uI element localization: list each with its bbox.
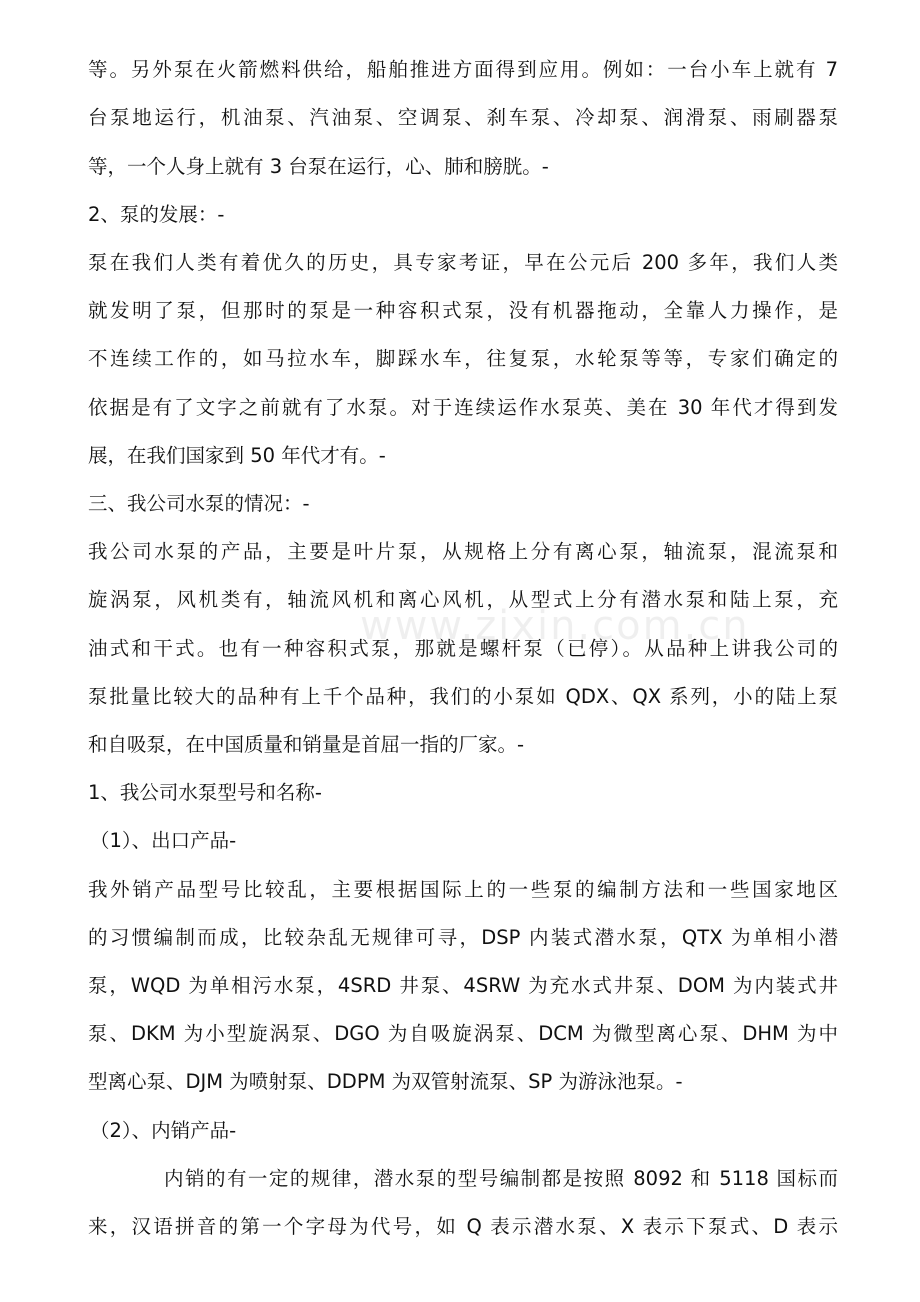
text-line: 依据是有了文字之前就有了水泵。对于连续运作水泵英、美在 30 年代才得到发: [88, 396, 838, 419]
text-line: 台泵地运行，机油泵、汽油泵、空调泵、刹车泵、冷却泵、润滑泵、雨刷器泵: [88, 106, 838, 129]
text-line: 泵在我们人类有着优久的历史，具专家考证，早在公元后 200 多年，我们人类: [88, 251, 838, 274]
text-line: 等，一个人身上就有 3 台泵在运行，心、肺和膀胱。-: [88, 155, 549, 178]
text-line: 我公司水泵的产品，主要是叶片泵，从规格上分有离心泵，轴流泵，混流泵和: [88, 540, 838, 563]
subsection-heading: （1）、出口产品-: [90, 829, 237, 852]
text-line: 旋涡泵，风机类有，轴流风机和离心风机，从型式上分有潜水泵和陆上泵，充: [88, 588, 838, 611]
text-line: 和自吸泵，在中国质量和销量是首屈一指的厂家。-: [88, 733, 525, 756]
text-line: 来，汉语拼音的第一个字母为代号，如 Q 表示潜水泵、X 表示下泵式、D 表示: [88, 1215, 838, 1238]
text-line: 的习惯编制而成，比较杂乱无规律可寻，DSP 内装式潜水泵，QTX 为单相小潜: [88, 926, 838, 949]
text-line: 不连续工作的，如马拉水车，脚踩水车，往复泵，水轮泵等等，专家们确定的: [88, 347, 838, 370]
text-line: 内销的有一定的规律，潜水泵的型号编制都是按照 8092 和 5118 国标而: [164, 1167, 838, 1190]
text-line: 我外销产品型号比较乱，主要根据国际上的一些泵的编制方法和一些国家地区: [88, 878, 838, 901]
text-line: 泵、DKM 为小型旋涡泵、DGO 为自吸旋涡泵、DCM 为微型离心泵、DHM 为中: [88, 1022, 838, 1045]
text-line: 就发明了泵，但那时的泵是一种容积式泵，没有机器拖动，全靠人力操作，是: [88, 299, 838, 322]
text-line: 型离心泵、DJM 为喷射泵、DDPM 为双管射流泵、SP 为游泳池泵。-: [88, 1070, 683, 1093]
text-line: 油式和干式。也有一种容积式泵，那就是螺杆泵（已停）。从品种上讲我公司的: [88, 637, 838, 660]
subsection-heading: （2）、内销产品-: [90, 1119, 237, 1142]
section-heading: 1、我公司水泵型号和名称-: [88, 781, 322, 804]
text-line: 泵，WQD 为单相污水泵，4SRD 井泵、4SRW 为充水式井泵、DOM 为内装式井: [88, 974, 838, 997]
section-heading: 三、我公司水泵的情况：-: [88, 492, 310, 515]
text-line: 等。另外泵在火箭燃料供给，船舶推进方面得到应用。例如：一台小车上就有 7: [88, 58, 838, 81]
text-line: 展，在我们国家到 50 年代才有。-: [88, 444, 386, 467]
watermark: www.zixin.com.cn: [360, 603, 750, 649]
text-line: 泵批量比较大的品种有上千个品种，我们的小泵如 QDX、QX 系列，小的陆上泵: [88, 685, 838, 708]
section-heading: 2、泵的发展：-: [88, 203, 225, 226]
